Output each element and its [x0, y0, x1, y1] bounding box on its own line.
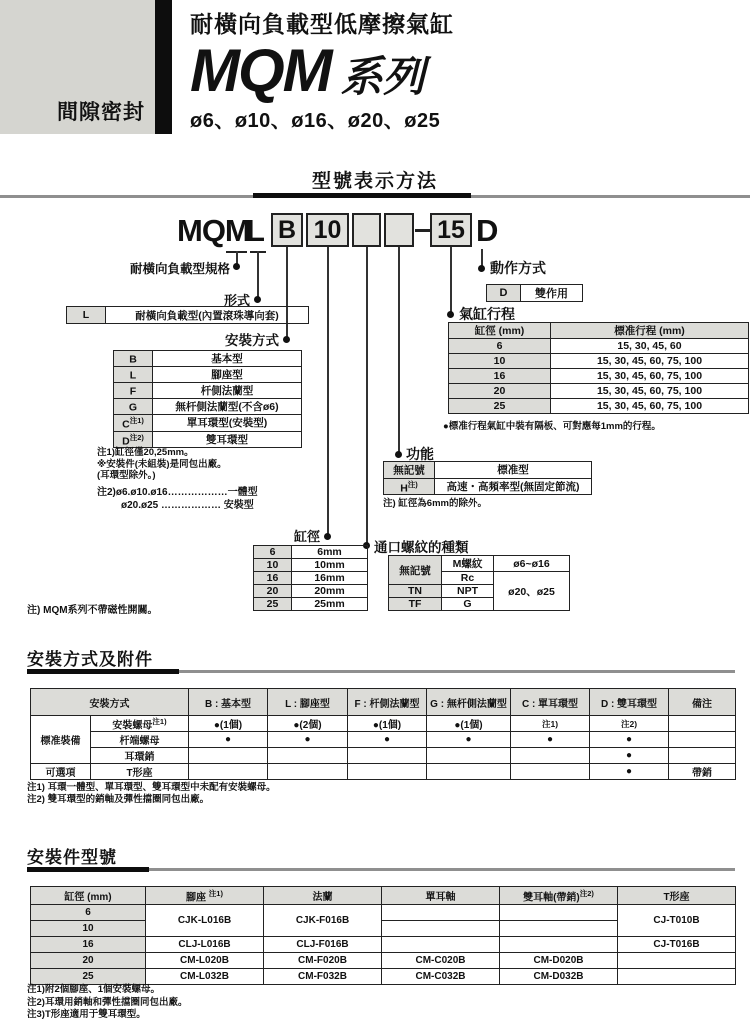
port-thread-table — [388, 555, 570, 611]
connector-line-mounting — [286, 247, 288, 338]
mount-desc-cell: 無杆側法蘭型(不含ø6) — [153, 399, 302, 415]
function-desc-cell: 標准型 — [435, 462, 592, 479]
function-code-cell: 無記號 — [384, 462, 435, 479]
function-desc-cell: 高速・高頻率型(無固定節流) — [435, 478, 592, 495]
acc-value-cell — [511, 748, 590, 764]
acc-value-cell: ● — [590, 764, 669, 780]
acc-header-d: D : 雙耳環型 — [590, 689, 669, 716]
callout-dot — [478, 265, 485, 272]
port-code-cell: TF — [389, 598, 442, 611]
stroke-bore-cell: 16 — [449, 369, 551, 384]
bore-desc-cell: 10mm — [292, 559, 368, 572]
mounting-style-table — [113, 350, 302, 448]
header-divider-bar — [155, 0, 172, 134]
parts-clevis-double-cell — [500, 921, 618, 937]
stroke-note: ●標准行程氣缸中裝有隔板、可對應每1mm的行程。 — [443, 421, 661, 432]
acc-value-cell: ● — [590, 748, 669, 764]
callout-dot — [254, 296, 261, 303]
parts-tbracket-cell: CJ-T016B — [618, 937, 736, 953]
callout-function-label: 功能 — [406, 446, 434, 462]
bore-code-cell: 10 — [254, 559, 292, 572]
acc-value-cell: ● — [189, 732, 268, 748]
bore-desc-cell: 25mm — [292, 598, 368, 611]
parts-flange-cell: CLJ-F016B — [264, 937, 382, 953]
accessory-notes: 注1) 耳環一體型、單耳環型、雙耳環型中未配有安裝螺母。 注2) 雙耳環型的銷軸及彈性擋圈同包出廠。 — [27, 782, 276, 805]
port-thread-cell: NPT — [442, 585, 494, 598]
model-action-code: D — [476, 213, 498, 248]
mount-desc-cell: 雙耳環型 — [153, 431, 302, 448]
acc-header-mounting: 安裝方式 — [31, 689, 189, 716]
bore-desc-cell: 20mm — [292, 585, 368, 598]
acc-value-cell: 注1) — [511, 716, 590, 732]
acc-value-cell — [427, 764, 511, 780]
port-bore-cell: ø6~ø16 — [494, 556, 570, 572]
parts-notes: 注1)附2個腳座、1個安裝螺母。 注2)耳環用銷軸和彈性擋圈同包出廠。 注3)T形座適用于雙耳環型。 — [27, 984, 188, 1020]
callout-form-label: 形式 — [223, 293, 250, 308]
bore-code-cell: 20 — [254, 585, 292, 598]
stroke-value-cell: 15, 30, 45, 60, 75, 100 — [551, 354, 749, 369]
bore-desc-cell: 6mm — [292, 546, 368, 559]
parts-header-foot: 腳座 $^{注1)}$ — [146, 887, 264, 905]
connector-line-form — [257, 251, 259, 298]
parts-bore-cell: 25 — [31, 969, 146, 985]
model-port-box — [352, 213, 381, 247]
bore-code-cell: 16 — [254, 572, 292, 585]
acc-item-cell: 耳環銷 — [91, 748, 189, 764]
stroke-value-cell: 15, 30, 45, 60 — [551, 339, 749, 354]
model-function-box — [384, 213, 414, 247]
stroke-header-bore: 缸徑 (mm) — [449, 323, 551, 339]
callout-spec-label: 耐橫向負載型規格 — [129, 262, 230, 276]
parts-tbracket-cell — [618, 953, 736, 969]
parts-clevis-single-cell — [382, 921, 500, 937]
parts-foot-cell: CM-L032B — [146, 969, 264, 985]
acc-header-remark: 備注 — [669, 689, 736, 716]
mount-desc-cell: 腳座型 — [153, 367, 302, 383]
acc-item-cell: 安裝螺母$^{注1)}$ — [91, 716, 189, 732]
series-name: MQM — [190, 37, 331, 104]
function-table — [383, 461, 592, 495]
connector-line-port — [366, 247, 368, 544]
parts-header-tbracket: T形座 — [618, 887, 736, 905]
stroke-value-cell: 15, 30, 45, 60, 75, 100 — [551, 399, 749, 414]
parts-clevis-single-cell — [382, 905, 500, 921]
callout-mounting-label: 安裝方式 — [225, 333, 279, 348]
stroke-bore-cell: 25 — [449, 399, 551, 414]
acc-value-cell: ● — [348, 732, 427, 748]
mount-code-cell: G — [114, 399, 153, 415]
mount-code-cell: F — [114, 383, 153, 399]
parts-table — [30, 886, 736, 985]
parts-header-bore: 缸徑 (mm) — [31, 887, 146, 905]
series-title — [190, 37, 454, 104]
parts-foot-cell: CJK-L016B — [146, 905, 264, 937]
parts-clevis-single-cell — [382, 937, 500, 953]
acc-value-cell — [669, 748, 736, 764]
form-table — [66, 306, 309, 324]
port-code-cell: 無記號 — [389, 556, 442, 585]
acc-value-cell: ● — [268, 732, 348, 748]
parts-clevis-single-cell: CM-C020B — [382, 953, 500, 969]
section-title-parts: 安裝件型號 — [27, 848, 117, 867]
callout-dot — [324, 533, 331, 540]
acc-header-b: B : 基本型 — [189, 689, 268, 716]
acc-value-cell — [268, 764, 348, 780]
parts-clevis-double-cell — [500, 937, 618, 953]
stroke-value-cell: 15, 30, 45, 60, 75, 100 — [551, 369, 749, 384]
seal-type-label: 間隙密封 — [57, 101, 145, 124]
product-subtitle: 耐橫向負載型低摩擦氣缸 — [190, 11, 454, 37]
acc-item-cell: 杆端螺母 — [91, 732, 189, 748]
port-thread-cell: M螺紋 — [442, 556, 494, 572]
bore-table — [253, 545, 368, 611]
acc-value-cell: ●(2個) — [268, 716, 348, 732]
acc-value-cell — [189, 764, 268, 780]
form-code-cell: L — [67, 307, 106, 324]
acc-value-cell: ● — [511, 732, 590, 748]
parts-header-clevis-single: 單耳軸 — [382, 887, 500, 905]
model-stroke-box: 15 — [430, 213, 472, 247]
acc-value-cell — [348, 764, 427, 780]
function-code-cell: $H^{注)}$ — [384, 478, 435, 495]
mount-desc-cell: 單耳環型(安裝型) — [153, 415, 302, 432]
parts-bore-cell: 10 — [31, 921, 146, 937]
parts-header-flange: 法蘭 — [264, 887, 382, 905]
stroke-bore-cell: 20 — [449, 384, 551, 399]
mount-desc-cell: 基本型 — [153, 351, 302, 367]
parts-flange-cell: CJK-F016B — [264, 905, 382, 937]
model-prefix: MQM — [177, 213, 250, 248]
parts-foot-cell: CLJ-L016B — [146, 937, 264, 953]
stroke-bore-cell: 10 — [449, 354, 551, 369]
acc-header-l: L : 腳座型 — [268, 689, 348, 716]
model-bore-box: 10 — [306, 213, 349, 247]
parts-clevis-double-cell: CM-D020B — [500, 953, 618, 969]
mounting-note-1: 注1)缸徑僅20,25mm。 ※安裝件(未組裝)是同包出廠。 (耳環型除外。) — [97, 447, 227, 481]
parts-bore-cell: 6 — [31, 905, 146, 921]
bore-size-list: ø6、ø10、ø16、ø20、ø25 — [190, 110, 441, 132]
mount-code-cell: B — [114, 351, 153, 367]
callout-action-label: 動作方式 — [490, 260, 546, 276]
mount-desc-cell: 杆側法蘭型 — [153, 383, 302, 399]
connector-line-bore — [327, 247, 329, 535]
model-dash — [415, 229, 431, 232]
mounting-note-2: 注2)ø6.ø10.ø16………………一體型 ø20.ø25 ……………… 安裝型 — [97, 487, 258, 511]
port-code-cell: TN — [389, 585, 442, 598]
mount-code-cell: $D^{注2)}$ — [114, 431, 153, 448]
acc-item-cell: T形座 — [91, 764, 189, 780]
title-block — [190, 6, 454, 133]
mount-code-cell: $C^{注1)}$ — [114, 415, 153, 432]
bore-code-cell: 6 — [254, 546, 292, 559]
magnet-note: 注) MQM系列不帶磁性開關。 — [27, 605, 158, 616]
section-rule-accent — [27, 867, 149, 872]
acc-header-f: F : 杆側法蘭型 — [348, 689, 427, 716]
callout-dot — [395, 451, 402, 458]
model-mount-box: B — [271, 213, 303, 247]
form-desc-cell: 耐橫向負載型(內置滾珠導向套) — [106, 307, 309, 324]
action-desc-cell: 雙作用 — [521, 285, 583, 302]
action-code-cell: D — [487, 285, 521, 302]
action-table — [486, 284, 583, 302]
accessory-table — [30, 688, 736, 780]
section-title-mounting-acc: 安裝方式及附件 — [27, 650, 153, 669]
parts-flange-cell: CM-F032B — [264, 969, 382, 985]
series-suffix: 系列 — [340, 53, 425, 100]
parts-bore-cell: 20 — [31, 953, 146, 969]
parts-bore-cell: 16 — [31, 937, 146, 953]
section-rule-accent — [253, 193, 471, 198]
callout-dot — [447, 311, 454, 318]
callout-dot — [283, 336, 290, 343]
stroke-value-cell: 15, 30, 45, 60, 75, 100 — [551, 384, 749, 399]
stroke-bore-cell: 6 — [449, 339, 551, 354]
parts-header-clevis-double: 雙耳軸(帶銷)$^{注2)}$ — [500, 887, 618, 905]
acc-value-cell — [268, 748, 348, 764]
port-bore-cell: ø20、ø25 — [494, 572, 570, 611]
connector-line-stroke — [450, 247, 452, 313]
acc-header-c: C : 單耳環型 — [511, 689, 590, 716]
parts-clevis-double-cell: CM-D032B — [500, 969, 618, 985]
acc-header-g: G : 無杆側法蘭型 — [427, 689, 511, 716]
acc-value-cell: ●(1個) — [427, 716, 511, 732]
bore-code-cell: 25 — [254, 598, 292, 611]
acc-value-cell — [511, 764, 590, 780]
acc-value-cell: ● — [427, 732, 511, 748]
function-note: 注) 缸徑為6mm的除外。 — [383, 498, 487, 509]
acc-group-standard: 標准裝備 — [31, 716, 91, 764]
seal-type-badge — [0, 0, 155, 134]
parts-clevis-double-cell — [500, 905, 618, 921]
acc-value-cell: 注2) — [590, 716, 669, 732]
acc-value-cell — [348, 748, 427, 764]
acc-value-cell: ● — [590, 732, 669, 748]
model-form-code: L — [246, 213, 264, 248]
parts-tbracket-cell: CJ-T010B — [618, 905, 736, 937]
section-title-model: 型號表示方法 — [311, 171, 438, 192]
port-thread-cell: Rc — [442, 572, 494, 585]
parts-clevis-single-cell: CM-C032B — [382, 969, 500, 985]
acc-value-cell — [189, 748, 268, 764]
connector-line-function — [398, 247, 400, 453]
acc-value-cell: ●(1個) — [348, 716, 427, 732]
acc-value-cell — [669, 716, 736, 732]
acc-value-cell — [427, 748, 511, 764]
parts-tbracket-cell — [618, 969, 736, 985]
section-rule-accent — [27, 669, 179, 674]
acc-value-cell — [669, 732, 736, 748]
stroke-header-stroke: 標准行程 (mm) — [551, 323, 749, 339]
callout-bore-label: 缸徑 — [293, 529, 320, 544]
acc-value-cell: 帶銷 — [669, 764, 736, 780]
acc-value-cell: ●(1個) — [189, 716, 268, 732]
stroke-table — [448, 322, 749, 414]
bore-desc-cell: 16mm — [292, 572, 368, 585]
acc-group-optional: 可選項 — [31, 764, 91, 780]
mount-code-cell: L — [114, 367, 153, 383]
port-thread-cell: G — [442, 598, 494, 611]
callout-dot — [233, 263, 240, 270]
parts-flange-cell: CM-F020B — [264, 953, 382, 969]
callout-port-label: 通口螺紋的種類 — [374, 540, 469, 555]
callout-stroke-label: 氣缸行程 — [459, 306, 515, 322]
parts-foot-cell: CM-L020B — [146, 953, 264, 969]
